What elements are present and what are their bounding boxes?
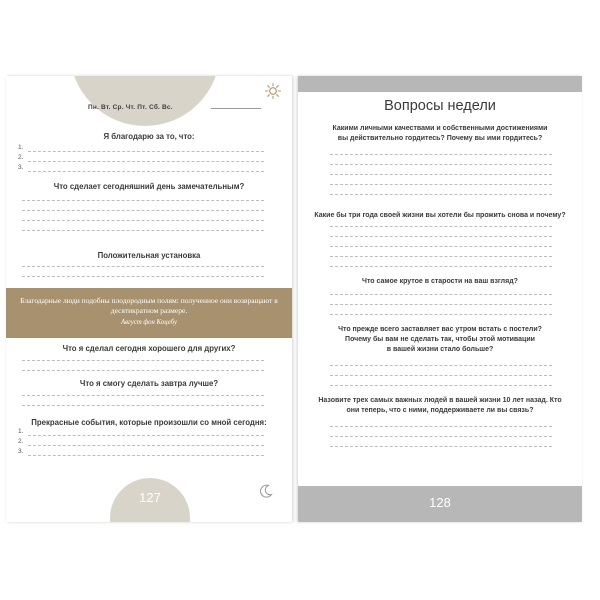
question-4-line-2: Почему бы вам не сделать так, чтобы этой мотивации — [345, 336, 535, 343]
q4-answer-line-3[interactable] — [330, 385, 552, 386]
good-deed-line-2[interactable] — [22, 370, 264, 371]
question-3: Что самое крутое в старости на ваш взгляд? — [362, 278, 518, 285]
quote-author: Август фон Коцебу — [120, 319, 178, 326]
better-tomorrow-line-2[interactable] — [22, 405, 264, 406]
q2-answer-line-3[interactable] — [330, 246, 552, 247]
right-page-128 — [298, 76, 582, 522]
q3-answer-line-2[interactable] — [330, 304, 552, 305]
question-1-line-1: Какими личными качествами и собственными достижениями — [332, 125, 548, 132]
events-heading: Прекрасные события, которые произошли со мной сегодня: — [31, 418, 267, 427]
q5-answer-line-1[interactable] — [330, 426, 552, 427]
better-tomorrow-line-1[interactable] — [22, 395, 264, 396]
top-gray-bar — [298, 76, 582, 92]
affirmation-line-1[interactable] — [22, 266, 264, 267]
q2-answer-line-5[interactable] — [330, 266, 552, 267]
events-number-3: 3. — [18, 448, 24, 455]
page-number-128: 128 — [429, 495, 451, 510]
affirmation-line-2[interactable] — [22, 276, 264, 277]
q4-answer-line-2[interactable] — [330, 375, 552, 376]
events-line-3[interactable] — [28, 455, 264, 456]
gratitude-line-1[interactable] — [28, 151, 264, 152]
gratitude-line-3[interactable] — [28, 171, 264, 172]
q2-answer-line-1[interactable] — [330, 226, 552, 227]
moon-icon — [258, 483, 274, 499]
q2-answer-line-2[interactable] — [330, 236, 552, 237]
question-4-line-3: в вашей жизни стало больше? — [386, 346, 494, 353]
sun-icon — [264, 82, 282, 100]
question-4-line-1: Что прежде всего заставляет вас утром встать с постели? — [338, 326, 542, 333]
gratitude-line-2[interactable] — [28, 161, 264, 162]
q1-answer-line-3[interactable] — [330, 174, 552, 175]
great-day-line-3[interactable] — [22, 220, 264, 221]
quote-block — [6, 288, 292, 338]
q3-answer-line-3[interactable] — [330, 314, 552, 315]
great-day-line-4[interactable] — [22, 230, 264, 231]
question-5-line-2: они теперь, что с ними, поддерживаете ли вы связь? — [346, 407, 534, 414]
q1-answer-line-5[interactable] — [330, 194, 552, 195]
page-number-127: 127 — [139, 490, 161, 505]
events-number-2: 2. — [18, 438, 24, 445]
q2-answer-line-4[interactable] — [330, 256, 552, 257]
great-day-line-2[interactable] — [22, 210, 264, 211]
great-day-line-1[interactable] — [22, 200, 264, 201]
q1-answer-line-2[interactable] — [330, 164, 552, 165]
left-page-127 — [6, 76, 292, 522]
date-line — [211, 108, 261, 109]
weekday-selector[interactable]: Пн. Вт. Ср. Чт. Пт. Сб. Вс. — [88, 104, 173, 111]
question-2: Какие бы три года своей жизни вы хотели бы прожить снова и почему? — [314, 212, 566, 219]
events-line-2[interactable] — [28, 445, 264, 446]
events-line-1[interactable] — [28, 435, 264, 436]
q4-answer-line-1[interactable] — [330, 365, 552, 366]
q1-answer-line-1[interactable] — [330, 154, 552, 155]
page-title: Вопросы недели — [384, 98, 496, 114]
gratitude-number-2: 2. — [18, 154, 24, 161]
question-1-line-2: вы действительно гордитесь? Почему вы ими гордитесь? — [337, 135, 543, 142]
quote-text: Благодарные люди подобны плодородным полям: полученное они возвращают в десятикратном размере. — [20, 296, 278, 315]
q5-answer-line-2[interactable] — [330, 436, 552, 437]
q3-answer-line-1[interactable] — [330, 294, 552, 295]
gratitude-number-3: 3. — [18, 164, 24, 171]
good-deed-heading: Что я сделал сегодня хорошего для других? — [62, 344, 236, 353]
affirmation-heading: Положительная установка — [97, 251, 201, 260]
q5-answer-line-3[interactable] — [330, 446, 552, 447]
gratitude-heading: Я благодарю за то, что: — [103, 132, 195, 141]
q1-answer-line-4[interactable] — [330, 184, 552, 185]
good-deed-line-1[interactable] — [22, 360, 264, 361]
weekday-dome — [70, 76, 220, 126]
question-5-line-1: Назовите трех самых важных людей в вашей жизни 10 лет назад. Кто — [318, 397, 562, 404]
great-day-heading: Что сделает сегодняшний день замечательным? — [53, 182, 245, 191]
events-number-1: 1. — [18, 428, 24, 435]
better-tomorrow-heading: Что я смогу сделать завтра лучше? — [79, 379, 219, 388]
gratitude-number-1: 1. — [18, 144, 24, 151]
